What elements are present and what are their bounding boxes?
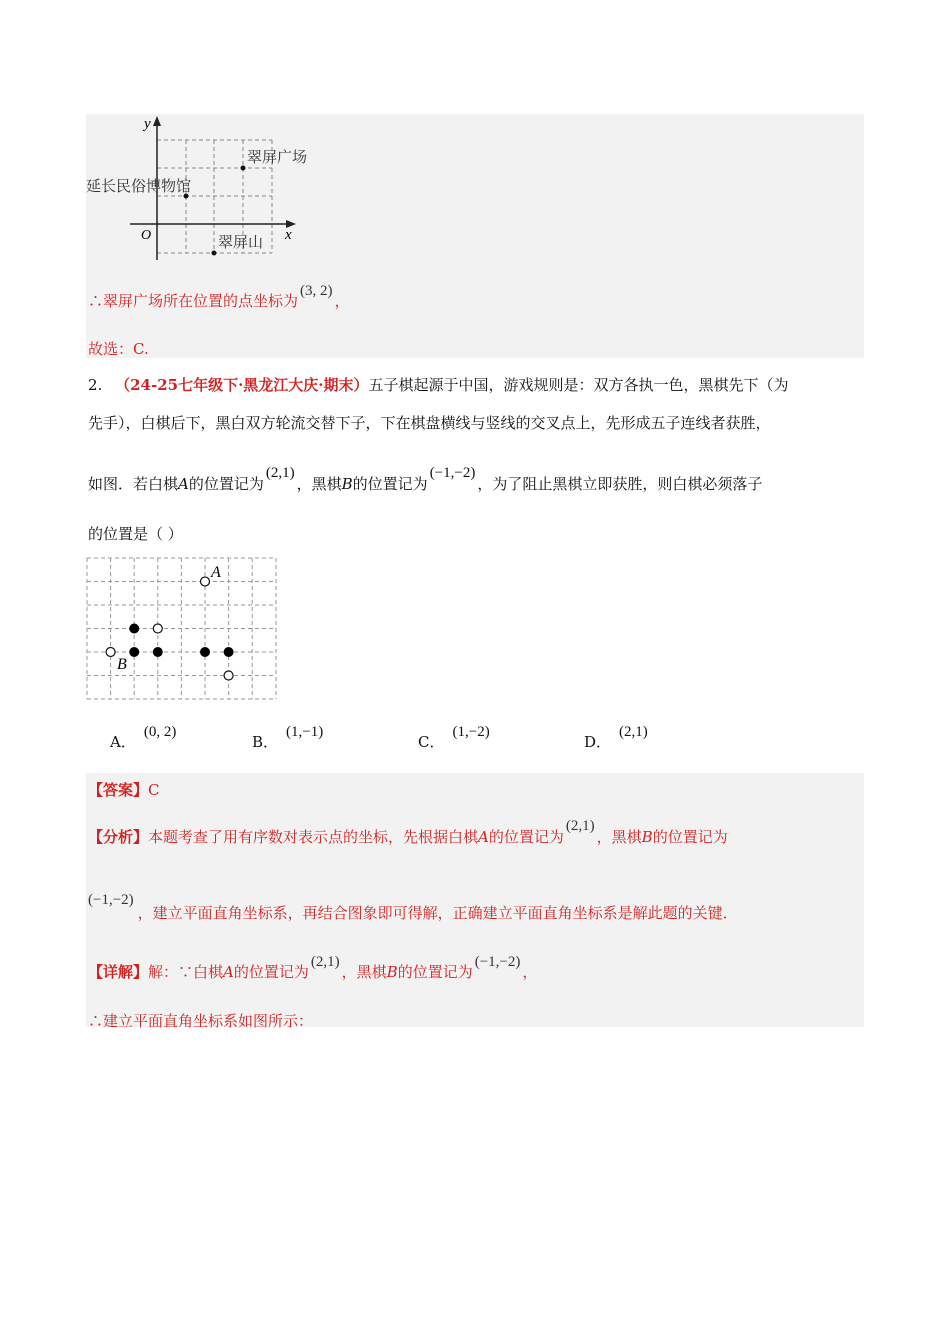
question2-line2: 先手），白棋后下，黑白双方轮流交替下子，下在棋盘横线与竖线的交叉点上，先形成五子连线者获胜，: [88, 414, 771, 432]
analysis-tag: 【分析】: [88, 828, 149, 846]
board-label-a: A: [211, 564, 221, 581]
analysis-line1: 【分析】本题考查了用有序数对表示点的坐标，先根据白棋A的位置记为(2,1)，黑棋B的位置记为: [88, 818, 728, 846]
option-c[interactable]: C．(1,−2): [418, 724, 490, 751]
white-stone-a: [201, 577, 210, 586]
gomoku-board: [86, 557, 278, 701]
answer-line: [88, 779, 160, 800]
map-figure: [86, 114, 346, 264]
white-stone: [153, 624, 162, 633]
black-stone: [153, 647, 163, 657]
label-mountain: 翠屏山: [218, 235, 264, 251]
label-square: 翠屏广场: [247, 150, 308, 166]
option-b[interactable]: B．(1,−1): [252, 724, 324, 751]
detail-line: 【详解】解：∵白棋A的位置记为(2,1)，黑棋B的位置记为(−1,−2)，: [88, 954, 538, 981]
solution-panel: [86, 773, 864, 1027]
point-mountain: [212, 251, 217, 256]
coord-b: (−1,−2): [429, 465, 476, 481]
question-source: （24-25七年级下·黑龙江大庆·期末）: [115, 376, 369, 394]
question2-line1: 2. （24-25七年级下·黑龙江大庆·期末）五子棋起源于中国，游戏规则是：双方各执一色，黑棋先下（为: [88, 376, 789, 394]
analysis-line2: (−1,−2)，建立平面直角坐标系，再结合图象即可得解，正确建立平面直角坐标系是解此题的关键．: [88, 892, 738, 922]
axis-y-label: y: [144, 116, 151, 132]
final-line: ∴建立平面直角坐标系如图所示：: [88, 1012, 314, 1030]
black-stone: [129, 624, 139, 634]
prev-conclusion: ∴翠屏广场所在位置的点坐标为(3, 2)，: [88, 283, 350, 310]
coord-a: (2,1): [265, 465, 295, 481]
option-a[interactable]: A．(0, 2): [110, 724, 177, 751]
question-number: 2.: [88, 376, 103, 394]
axis-x-label: x: [285, 227, 292, 243]
option-d[interactable]: D．(2,1): [584, 724, 648, 751]
point-square: [241, 166, 246, 171]
black-stone: [224, 647, 234, 657]
origin-label: O: [141, 228, 152, 243]
prev-choice: 故选：C.: [88, 340, 149, 358]
board-label-b: B: [117, 656, 127, 673]
answer-tag: 【答案】: [88, 781, 149, 799]
question2-line4: 的位置是（ ）: [88, 525, 183, 543]
white-stone: [224, 671, 233, 680]
question2-line3: 如图．若白棋A的位置记为(2,1)，黑棋B的位置记为(−1,−2)，为了阻止黑棋立即获胜，则白棋必须落子: [88, 465, 763, 493]
black-stone: [200, 647, 210, 657]
detail-tag: 【详解】: [88, 963, 149, 981]
white-stone: [106, 648, 115, 657]
black-stone-b: [129, 647, 139, 657]
label-museum: 延长民俗博物馆: [86, 179, 192, 195]
prev-conclusion-coord: (3, 2): [300, 283, 333, 299]
answer-value: C: [148, 781, 160, 799]
